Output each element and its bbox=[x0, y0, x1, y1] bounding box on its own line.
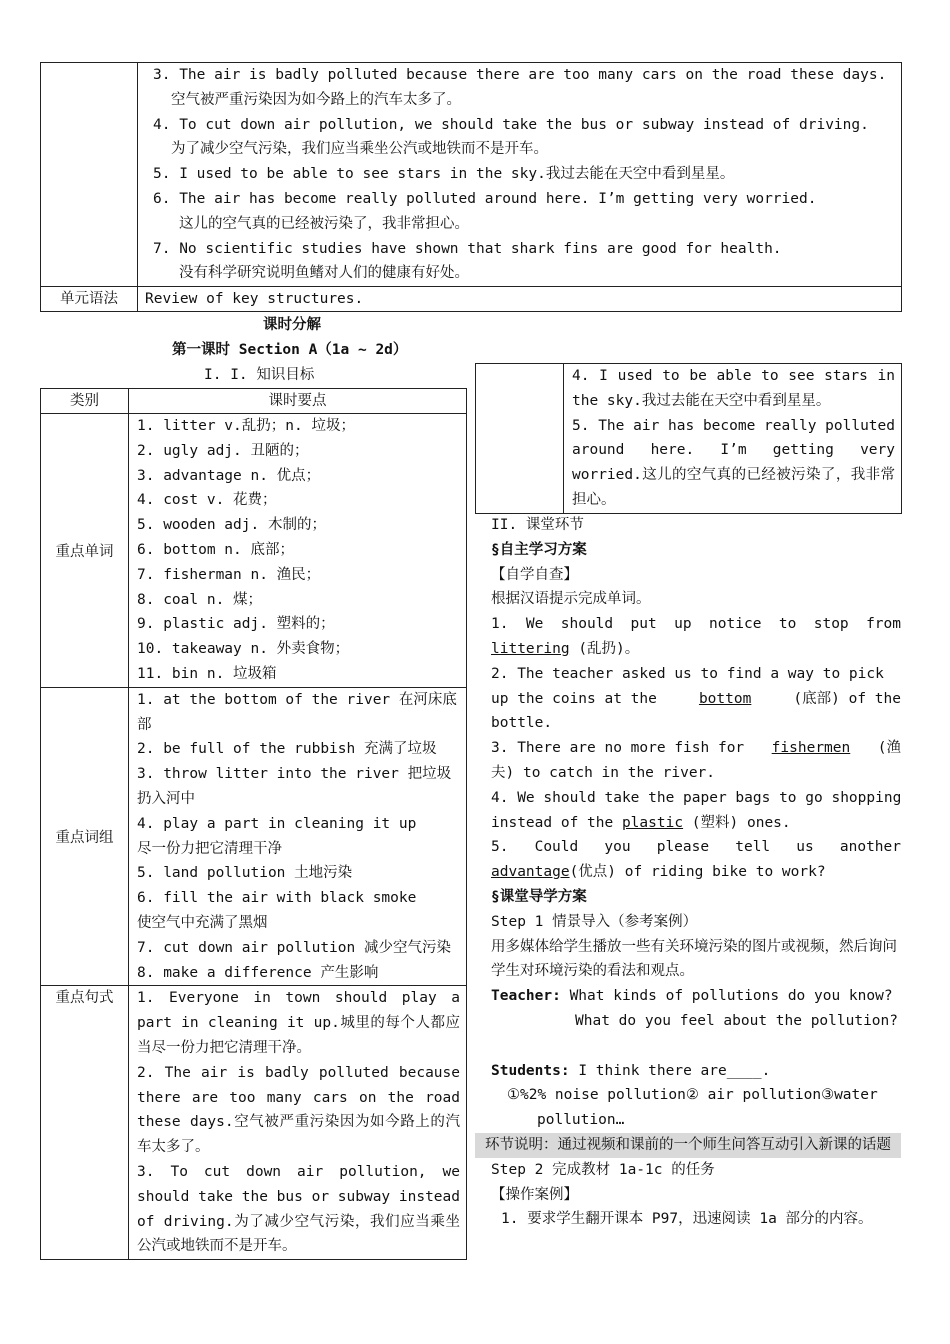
right-item-4: 4. I used to be able to see stars in the sky.我过去能在天空中看到星星。 bbox=[572, 368, 895, 409]
blank-line bbox=[491, 1034, 901, 1059]
students-line bbox=[491, 1059, 901, 1084]
exercise-5-line-2 bbox=[491, 860, 901, 885]
exercise-4-answer: plastic bbox=[621, 814, 684, 831]
exercise-2-hint: (底部) of the bbox=[793, 690, 901, 707]
phrase-item: 2. be full of the rubbish 充满了垃圾 bbox=[137, 741, 437, 758]
sentences-cell bbox=[129, 986, 467, 1260]
teacher-label: Teacher: bbox=[491, 988, 561, 1005]
word-item: 7. fisherman n. 渔民； bbox=[137, 566, 321, 583]
right-item-5: 5. The air has become really polluted around here. I’m getting very worried.这儿的空气真的已经被污染了，我非常担心。 bbox=[572, 417, 896, 508]
exercise-2-answer: bottom bbox=[698, 690, 752, 707]
pollution-options-line-2: pollution… bbox=[537, 1112, 625, 1129]
exercise-1-line-2 bbox=[491, 637, 901, 662]
operation-case-title: 【操作案例】 bbox=[491, 1186, 578, 1203]
top-line-7: 这儿的空气真的已经被污染了，我非常担心。 bbox=[179, 215, 469, 232]
students-text: I think there are____. bbox=[578, 1062, 771, 1079]
teacher-line-1 bbox=[491, 984, 901, 1009]
top-line-4: 为了减少空气污染，我们应当乘坐公汽或地铁而不是开车。 bbox=[171, 141, 548, 158]
top-line-6: 6. The air has become really polluted around here. I’m getting very worried. bbox=[153, 190, 817, 207]
exercise-4-text: instead of the bbox=[491, 814, 614, 831]
exercise-1-hint: (乱扔)。 bbox=[578, 640, 640, 657]
exercise-2-text: up the coins at the bbox=[491, 690, 657, 707]
exercise-5-answer: advantage bbox=[491, 864, 570, 881]
exercise-3-line-2: 夫) to catch in the river. bbox=[491, 764, 716, 781]
top-line-3: 4. To cut down air pollution, we should take the bus or subway instead of driving. bbox=[153, 116, 869, 133]
top-table bbox=[40, 62, 902, 312]
top-line-1: 3. The air is badly polluted because there are too many cars on the road these days. bbox=[153, 67, 887, 83]
classroom-section bbox=[485, 513, 902, 1232]
phrase-item: 尽一份力把它清理干净 bbox=[137, 840, 282, 857]
phrase-item: 8. make a difference 产生影响 bbox=[137, 964, 379, 981]
knowledge-table bbox=[40, 388, 467, 1260]
word-item: 9. plastic adj. 塑料的； bbox=[137, 616, 335, 633]
exercise-4-line-1: 4. We should take the paper bags to go shopping bbox=[491, 789, 902, 806]
word-item: 8. coal n. 煤； bbox=[137, 591, 263, 608]
top-empty-cell bbox=[41, 63, 138, 287]
top-line-2: 空气被严重污染因为如今路上的汽车太多了。 bbox=[171, 91, 461, 108]
right-empty-cell bbox=[476, 364, 564, 514]
words-cell bbox=[129, 414, 467, 688]
word-item: 2. ugly adj. 丑陋的； bbox=[137, 442, 309, 459]
phrase-item: 6. fill the air with black smoke bbox=[137, 890, 417, 907]
right-content-cell bbox=[564, 364, 902, 514]
guided-plan-title: §课堂导学方案 bbox=[491, 888, 587, 905]
first-lesson-heading: 第一课时 Section A（1a ~ 2d） bbox=[172, 342, 408, 358]
phrase-item: 1. at the bottom of the river 在河床底部 bbox=[137, 691, 457, 733]
exercise-1-answer: littering bbox=[491, 640, 570, 657]
step-2-title: Step 2 完成教材 1a-1c 的任务 bbox=[491, 1161, 715, 1178]
word-item: 10. takeaway n. 外卖食物； bbox=[137, 641, 350, 658]
grammar-value: Review of key structures. bbox=[138, 287, 902, 312]
grammar-label: 单元语法 bbox=[41, 287, 138, 312]
exercise-3-text: 3. There are no more fish for bbox=[491, 740, 745, 757]
phrase-item: 4. play a part in cleaning it up bbox=[137, 815, 417, 832]
word-item: 5. wooden adj. 木制的； bbox=[137, 517, 326, 534]
sentence-item: 3. To cut down air pollution, we should take the bus or subway instead of driving.为了减少空气污染，我们应当乘坐公汽或地铁而不是开车。 bbox=[137, 1163, 461, 1255]
lesson-breakdown-heading: 课时分解 bbox=[263, 317, 321, 333]
phrases-label: 重点词组 bbox=[41, 687, 129, 986]
phrases-cell bbox=[129, 687, 467, 986]
exercise-3-line-1 bbox=[491, 736, 901, 761]
word-item: 3. advantage n. 优点； bbox=[137, 467, 321, 484]
exercise-2-line-1: 2. The teacher asked us to find a way to pick bbox=[491, 665, 884, 682]
phrase-item: 使空气中充满了黑烟 bbox=[137, 914, 268, 931]
step-1-description: 用多媒体给学生播放一些有关环境污染的图片或视频，然后询问学生对环境污染的看法和观点。 bbox=[491, 938, 897, 980]
word-item: 1. litter v.乱扔；n. 垃圾； bbox=[137, 418, 355, 434]
phrase-item: 7. cut down air pollution 减少空气污染 bbox=[137, 939, 451, 956]
exercise-5-line-1: 5. Could you please tell us another bbox=[491, 839, 901, 856]
sentences-label: 重点句式 bbox=[41, 986, 129, 1260]
self-study-plan-title: §自主学习方案 bbox=[491, 541, 587, 558]
exercise-3-hint: (渔 bbox=[877, 740, 901, 757]
sentence-item: 1. Everyone in town should play a part in cleaning it up.城里的每个人都应当尽一份力把它清理干净。 bbox=[137, 990, 460, 1056]
self-check-title: 【自学自查】 bbox=[491, 566, 578, 583]
exercise-1-line-1: 1. We should put up notice to stop from bbox=[491, 616, 901, 633]
sentence-item: 2. The air is badly polluted because there are too many cars on the road these days.空气被严重污染因为如今路上的汽车太多了。 bbox=[137, 1064, 460, 1156]
students-label: Students: bbox=[491, 1062, 570, 1079]
phrase-item: 5. land pollution 土地污染 bbox=[137, 865, 353, 882]
word-item: 4. cost v. 花费； bbox=[137, 492, 277, 509]
top-content-cell bbox=[138, 63, 902, 287]
teacher-question-2: What do you feel about the pollution? bbox=[575, 1012, 899, 1029]
teacher-question-1: What kinds of pollutions do you know? bbox=[569, 988, 893, 1005]
exercise-4-hint: (塑料) ones. bbox=[691, 814, 791, 831]
exercise-2-line-3: bottle. bbox=[491, 715, 553, 732]
step-1-title: Step 1 情景导入（参考案例） bbox=[491, 913, 698, 930]
phrase-item: 3. throw litter into the river 把垃圾扔入河中 bbox=[137, 766, 452, 807]
stage-note: 环节说明：通过视频和课前的一个师生问答互动引入新课的话题 bbox=[475, 1133, 901, 1158]
operation-step-1: 1. 要求学生翻开课本 P97，迅速阅读 1a 部分的内容。 bbox=[501, 1211, 873, 1228]
exercise-4-line-2 bbox=[491, 811, 901, 836]
knowledge-goals-heading: I. I. 知识目标 bbox=[204, 367, 315, 383]
words-label: 重点单词 bbox=[41, 414, 129, 688]
top-line-8: 7. No scientific studies have shown that shark fins are good for health. bbox=[153, 240, 782, 257]
right-sentences-table bbox=[475, 363, 902, 514]
top-line-5: 5. I used to be able to see stars in the sky.我过去能在天空中看到星星。 bbox=[153, 166, 735, 183]
exercise-3-answer: fishermen bbox=[771, 740, 851, 757]
exercise-5-hint: (优点) of riding bike to work? bbox=[569, 864, 826, 881]
pollution-options-line-1: ①%2% noise pollution② air pollution③water bbox=[507, 1087, 878, 1104]
exercise-instruction: 根据汉语提示完成单词。 bbox=[491, 591, 651, 608]
word-item: 11. bin n. 垃圾箱 bbox=[137, 665, 277, 682]
header-category: 类别 bbox=[41, 389, 129, 414]
exercise-2-line-2 bbox=[491, 687, 901, 712]
word-item: 6. bottom n. 底部； bbox=[137, 541, 294, 558]
header-points: 课时要点 bbox=[129, 389, 467, 414]
top-line-9: 没有科学研究说明鱼鳍对人们的健康有好处。 bbox=[179, 265, 469, 282]
section-2-title: II. 课堂环节 bbox=[491, 517, 584, 533]
